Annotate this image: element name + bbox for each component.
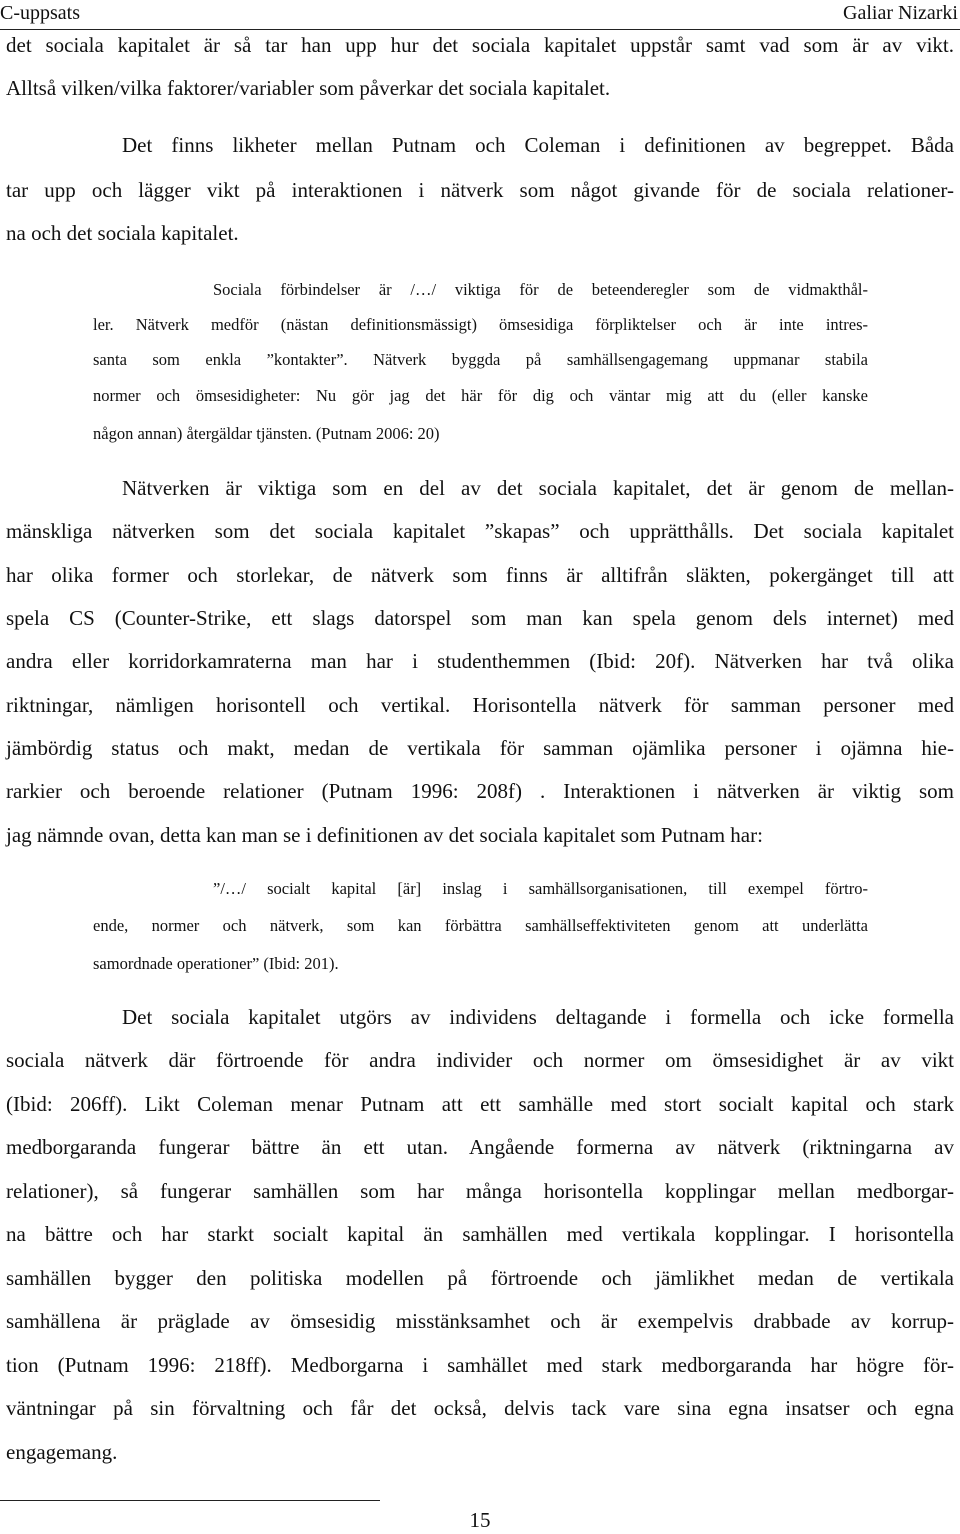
page-header <box>0 0 960 30</box>
block-quote-line: normer och ömsesidigheter: Nu gör jag det här för dig och väntar mig att du (eller kanske <box>93 386 868 405</box>
paragraph-line: har olika former och storlekar, de nätverk som finns är alltifrån släkten, pokergänget till att <box>6 563 954 587</box>
block-quote-line: ”/…/ socialt kapital [är] inslag i samhällsorganisationen, till exempel förtro- <box>213 879 868 898</box>
paragraph-line: na och det sociala kapitalet. <box>6 221 239 245</box>
paragraph-line: tar upp och lägger vikt på interaktionen i nätverk som något givande för de sociala relationer- <box>6 178 954 202</box>
paragraph-line: Det sociala kapitalet utgörs av individens deltagande i formella och icke formella <box>122 1005 954 1029</box>
block-quote-line: Sociala förbindelser är /…/ viktiga för de beteenderegler som de vidmakthål- <box>213 280 868 299</box>
paragraph-line: riktningar, nämligen horisontell och vertikal. Horisontella nätverk för samman personer med <box>6 693 954 717</box>
paragraph-line: medborgaranda fungerar bättre än ett utan. Angående formerna av nätverk (riktningarna av <box>6 1135 954 1159</box>
block-quote-line: någon annan) återgäldar tjänsten. (Putnam 2006: 20) <box>93 424 440 443</box>
paragraph-line: sociala nätverk där förtroende för andra individer och normer om ömsesidighet är av vikt <box>6 1048 954 1072</box>
paragraph-line: jämbördig status och makt, medan de vertikala för samman ojämlika personer i ojämna hie- <box>6 736 954 760</box>
page-number: 15 <box>469 1508 491 1532</box>
block-quote-line: samordnade operationer” (Ibid: 201). <box>93 954 339 973</box>
paragraph-line: det sociala kapitalet är så tar han upp hur det sociala kapitalet uppstår samt vad som är av vikt. <box>6 33 954 57</box>
paragraph-line: na bättre och har starkt socialt kapital än samhällen med vertikala kopplingar. I horisontella <box>6 1222 954 1246</box>
paragraph-line: relationer), så fungerar samhällen som har många horisontella kopplingar mellan medborgar- <box>6 1179 954 1203</box>
block-quote-line: ler. Nätverk medför (nästan definitionsmässigt) ömsesidiga förpliktelser och är inte intres- <box>93 315 868 334</box>
paragraph-line: Alltså vilken/vilka faktorer/variabler som påverkar det sociala kapitalet. <box>6 76 611 100</box>
paragraph-line: Det finns likheter mellan Putnam och Coleman i definitionen av begreppet. Båda <box>122 133 954 157</box>
paragraph-line: mänskliga nätverken som det sociala kapitalet ”skapas” och upprätthålls. Det sociala kapitalet <box>6 519 954 543</box>
paragraph-line: Nätverken är viktiga som en del av det sociala kapitalet, det är genom de mellan- <box>122 476 954 500</box>
paragraph-line: andra eller korridorkamraterna man har i studenthemmen (Ibid: 20f). Nätverken har två olika <box>6 649 954 673</box>
block-quote-line: santa som enkla ”kontakter”. Nätverk byggda på samhällsengagemang uppmanar stabila <box>93 350 868 369</box>
paragraph-line: engagemang. <box>6 1440 118 1464</box>
paragraph-line: samhällena är präglade av ömsesidig misstänksamhet och är exempelvis drabbade av korrup- <box>6 1309 954 1333</box>
header-document-type: C-uppsats <box>0 2 80 24</box>
block-quote-line: ende, normer och nätverk, som kan förbättra samhällseffektiviteten genom att underlätta <box>93 916 868 935</box>
paragraph-line: spela CS (Counter-Strike, ett slags datorspel som man kan spela genom dels internet) med <box>6 606 954 630</box>
paragraph-line: samhällen bygger den politiska modellen på förtroende och jämlikhet medan de vertikala <box>6 1266 954 1290</box>
paragraph-line: rarkier och beroende relationer (Putnam 1996: 208f) . Interaktionen i nätverken är viktig som <box>6 779 954 803</box>
paragraph-line: tion (Putnam 1996: 218ff). Medborgarna i samhället med stark medborgaranda har högre för- <box>6 1353 954 1377</box>
header-author: Galiar Nizarki <box>843 2 958 24</box>
paragraph-line: (Ibid: 206ff). Likt Coleman menar Putnam att ett samhälle med stort socialt kapital och stark <box>6 1092 954 1116</box>
paragraph-line: jag nämnde ovan, detta kan man se i definitionen av det sociala kapitalet som Putnam har: <box>6 823 763 847</box>
paragraph-line: väntningar på sin förvaltning och får det också, delvis tack vare sina egna insatser och egna <box>6 1396 954 1420</box>
footer-rule <box>0 1500 380 1501</box>
